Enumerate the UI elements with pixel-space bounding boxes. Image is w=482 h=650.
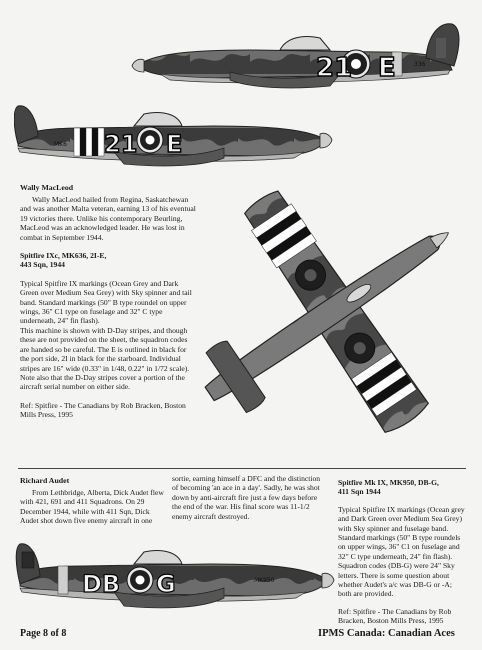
wally-heading: Wally MacLeod [20,183,74,192]
richard-aircraft-title-2: 411 Sqn 1944 [338,487,381,497]
second-serial: MK6 [54,141,67,148]
top-serial: 336 [414,61,426,68]
richard-aircraft-title-1: Spitfire Mk IX, MK950, DB-G, [338,478,439,487]
wally-section [20,183,196,420]
richard-bio-col2 [172,474,324,521]
top-code-left: 21 [316,53,353,83]
wally-ref: Ref: Spitfire - The Canadians by Rob Bracken, Boston Mills Press, 1995 [20,400,186,420]
publisher-title: IPMS Canada: Canadian Aces [318,628,455,639]
spitfire-mk950-profile [14,536,336,618]
richard-bio-2: sortie, earning himself a DFC and the distinction of becoming 'an ace in a day'. Sadly, he was shot down by anti-aircraft fire just a few days before the end of the war. His final score was 11-1/2 enemy aircraft destroyed. [172,474,321,521]
wally-aircraft-title-1: Spitfire IXc, MK636, 2I-E, [20,251,107,261]
second-code-left: 21 [104,130,138,158]
section-divider [18,468,466,469]
spitfire-planform-dday [194,160,476,460]
page-number: Page 8 of 8 [20,628,67,639]
wally-aircraft-title-2: 443 Sqn, 1944 [20,260,65,270]
richard-bio-1: From Lethbridge, Alberta, Dick Audet flew with 421, 691 and 411 Squadrons. On 29 December 1944, while with 411 Sqn, Dick Audet shot down five enemy aircraft in one [20,488,164,526]
richard-bio-col1 [20,476,164,526]
top-code-right: E [378,53,396,83]
richard-heading: Richard Audet [20,476,70,485]
wally-bio: Wally MacLeod hailed from Regina, Saskatchewan and was another Malta veteran, earning 13 of his eventual 19 victories there. Unlike his contemporary Beurling, MacLeod was an acknowledged leader. He was lost in combat in September 1944. [20,195,196,242]
richard-markings: Typical Spitfire IX markings (Ocean grey and Dark Green over Medium Sea Grey) with Sky spinner and fuselage band. Standard markings (50" B type roundels on upper wings, 36" C1 on fuselage and 32" C type underneath, 24" fin flash). Squadron codes (DB-G) were 24" Sky letters. There is some question about whether Audet's a/c was DB-G or -A; both are provided. [338,504,465,599]
richard-ref: Ref: Spitfire - The Canadians by Rob Bracken, Boston Mills Press, 1995 [338,606,452,626]
bottom-serial: MK950 [254,577,275,584]
bottom-code-left: DB [82,570,121,598]
wally-markings: Typical Spitfire IX markings (Ocean Grey and Dark Green over Medium Sea Grey) with Sky spinner and tail band. Standard markings (50" B type roundel on upper wings, 36" C1 type on fuselage and 32" C type underneath, 24" fin flash). [20,278,192,326]
bottom-code-right: G [156,570,176,598]
wally-notes: This machine is shown with D-Day stripes, and though these are not provided on the sheet, the squadron codes are handed so be careful. The E is outlined in black for the port side, 2I in black for the starboard. Individual stripes are 16" wide (0.33" in 1/48, 0.22" in 1/72 scale). Note also that the D-Day stripes cover a portion of the aircraft serial number on either side. [20,325,190,392]
richard-aircraft-col [338,478,466,626]
second-code-right: E [166,130,183,158]
spitfire-mk636-starboard-profile [130,14,470,96]
